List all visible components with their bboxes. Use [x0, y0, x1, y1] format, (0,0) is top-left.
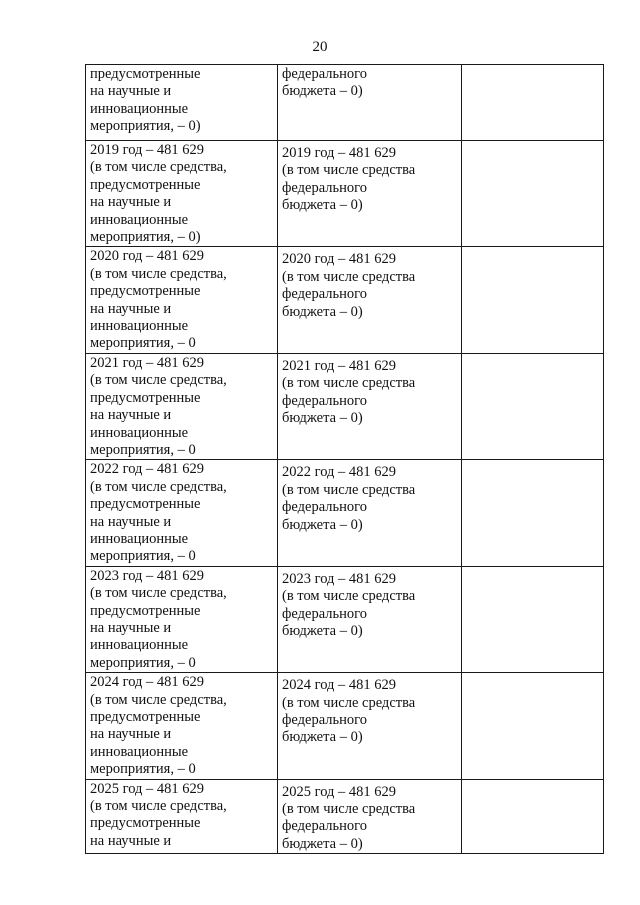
cell-text: 2022 год – 481 629 (в том числе средства, предусмотренные на научные и инновационные мероприятия, – 0: [90, 461, 227, 565]
cell-text: 2020 год – 481 629 (в том числе средства, предусмотренные на научные и инновационные мероприятия, – 0: [90, 248, 227, 352]
table-cell-program-funding: [86, 779, 278, 854]
table-cell-empty: [462, 353, 604, 459]
cell-text: 2021 год – 481 629 (в том числе средства федерального бюджета – 0): [282, 357, 416, 427]
table-cell-program-funding: [86, 353, 278, 459]
table-cell-program-funding: [86, 65, 278, 141]
cell-text: 2023 год – 481 629 (в том числе средства федерального бюджета – 0): [282, 570, 416, 639]
cell-text: предусмотренные на научные и инновационные мероприятия, – 0): [90, 66, 201, 135]
cell-text: 2021 год – 481 629 (в том числе средства, предусмотренные на научные и инновационные мероприятия, – 0: [90, 354, 227, 458]
table-cell-subprogram-funding: [278, 779, 462, 854]
table-cell-program-funding: [86, 566, 278, 672]
table-cell-program-funding: [86, 460, 278, 566]
cell-text: 2019 год – 481 629 (в том числе средства, предусмотренные на научные и инновационные мероприятия, – 0): [90, 142, 227, 246]
table-cell-empty: [462, 460, 604, 566]
table-row: [86, 65, 604, 141]
table-cell-subprogram-funding: [278, 247, 462, 353]
cell-text: 2023 год – 481 629 (в том числе средства, предусмотренные на научные и инновационные мероприятия, – 0: [90, 567, 227, 671]
table-cell-subprogram-funding: [278, 141, 462, 247]
table-row: [86, 779, 604, 854]
table-row: [86, 673, 604, 779]
cell-text: 2025 год – 481 629 (в том числе средства, предусмотренные на научные и: [90, 780, 227, 849]
table-row: [86, 353, 604, 459]
funding-table: [85, 64, 604, 854]
table-cell-subprogram-funding: [278, 673, 462, 779]
cell-text: 2019 год – 481 629 (в том числе средства федерального бюджета – 0): [282, 145, 416, 214]
table-cell-subprogram-funding: [278, 566, 462, 672]
table-row: [86, 141, 604, 247]
table-row: [86, 247, 604, 353]
cell-text: федерального бюджета – 0): [282, 66, 367, 100]
table-cell-subprogram-funding: [278, 353, 462, 459]
cell-text: 2025 год – 481 629 (в том числе средства федерального бюджета – 0): [282, 783, 416, 852]
cell-text: 2020 год – 481 629 (в том числе средства федерального бюджета – 0): [282, 251, 416, 320]
table-cell-empty: [462, 673, 604, 779]
table-cell-program-funding: [86, 673, 278, 779]
cell-text: 2024 год – 481 629 (в том числе средства, предусмотренные на научные и инновационные мероприятия, – 0: [90, 674, 227, 778]
table-cell-empty: [462, 779, 604, 854]
table-cell-empty: [462, 247, 604, 353]
table-cell-subprogram-funding: [278, 460, 462, 566]
table-row: [86, 566, 604, 672]
table-cell-program-funding: [86, 247, 278, 353]
table-cell-program-funding: [86, 141, 278, 247]
table-row: [86, 460, 604, 566]
table-cell-empty: [462, 566, 604, 672]
page-number: 20: [312, 39, 328, 55]
table-cell-empty: [462, 65, 604, 141]
table-cell-subprogram-funding: [278, 65, 462, 141]
cell-text: 2022 год – 481 629 (в том числе средства федерального бюджета – 0): [282, 464, 416, 533]
cell-text: 2024 год – 481 629 (в том числе средства федерального бюджета – 0): [282, 677, 416, 746]
table-cell-empty: [462, 141, 604, 247]
